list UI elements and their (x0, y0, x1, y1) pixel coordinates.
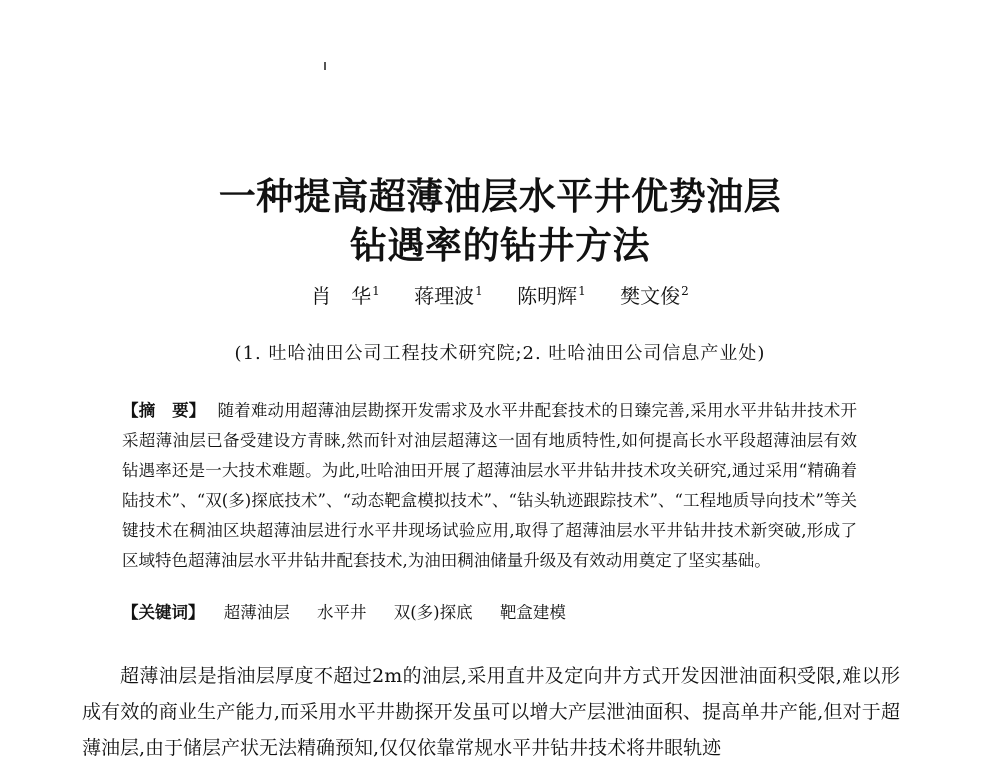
author (414, 280, 483, 309)
author (620, 280, 689, 309)
author (517, 280, 586, 309)
abstract-text: 随着难动用超薄油层勘探开发需求及水平井配套技术的日臻完善,采用水平井钻井技术开采超薄油层已备受建设方青睐,然而针对油层超薄这一固有地质特性,如何提高长水平段超薄油层有效钻遇率还是一大技术难题。为此,吐哈油田开展了超薄油层水平井钻井技术攻关研究,通过采用“精确着陆技术”、“双(多)探底技术”、“动态靶盒模拟技术”、“钻头轨迹跟踪技术”、“工程地质导向技术”等关键技术在稠油区块超薄油层进行水平井现场试验应用,取得了超薄油层水平井钻井技术新突破,形成了区域特色超薄油层水平井钻井配套技术,为油田稠油储量升级及有效动用奠定了坚实基础。 (122, 401, 858, 570)
abstract (122, 396, 857, 576)
keyword: 水平井 (317, 603, 367, 622)
author-affiliation-mark: 1 (372, 284, 380, 299)
affiliations: (1. 吐哈油田公司工程技术研究院;2. 吐哈油田公司信息产业处) (234, 343, 766, 364)
author (311, 280, 380, 309)
author-name: 樊文俊 (620, 284, 681, 308)
author-list (0, 280, 1000, 309)
keyword: 双(多)探底 (393, 603, 473, 622)
body-paragraph: 超薄油层是指油层厚度不超过2m的油层,采用直井及定向井方式开发因泄油面积受限,难以形成有效的商业生产能力,而采用水平井勘探开发虽可以增大产层泄油面积、提高单井产能,但对于超薄油层,由于储层产状无法精确预知,仅仅依靠常规水平井钻井技术将井眼轨迹 (82, 665, 900, 759)
paper-title-line-1: 一种提高超薄油层水平井优势油层 (218, 174, 782, 218)
keywords (122, 598, 857, 628)
author-name: 蒋理波 (414, 284, 475, 308)
author-name: 肖 华 (311, 284, 372, 308)
author-affiliation-mark: 1 (475, 284, 483, 299)
abstract-label: 【摘 要】 (122, 401, 206, 420)
paper-title-line-2: 钻遇率的钻井方法 (350, 223, 650, 267)
author-name: 陈明辉 (517, 284, 578, 308)
keyword: 靶盒建模 (499, 603, 566, 622)
keyword: 超薄油层 (223, 603, 290, 622)
author-affiliation-mark: 2 (681, 284, 689, 299)
scan-mark (324, 62, 326, 70)
keywords-label: 【关键词】 (122, 603, 205, 622)
author-affiliation-mark: 1 (578, 284, 586, 299)
